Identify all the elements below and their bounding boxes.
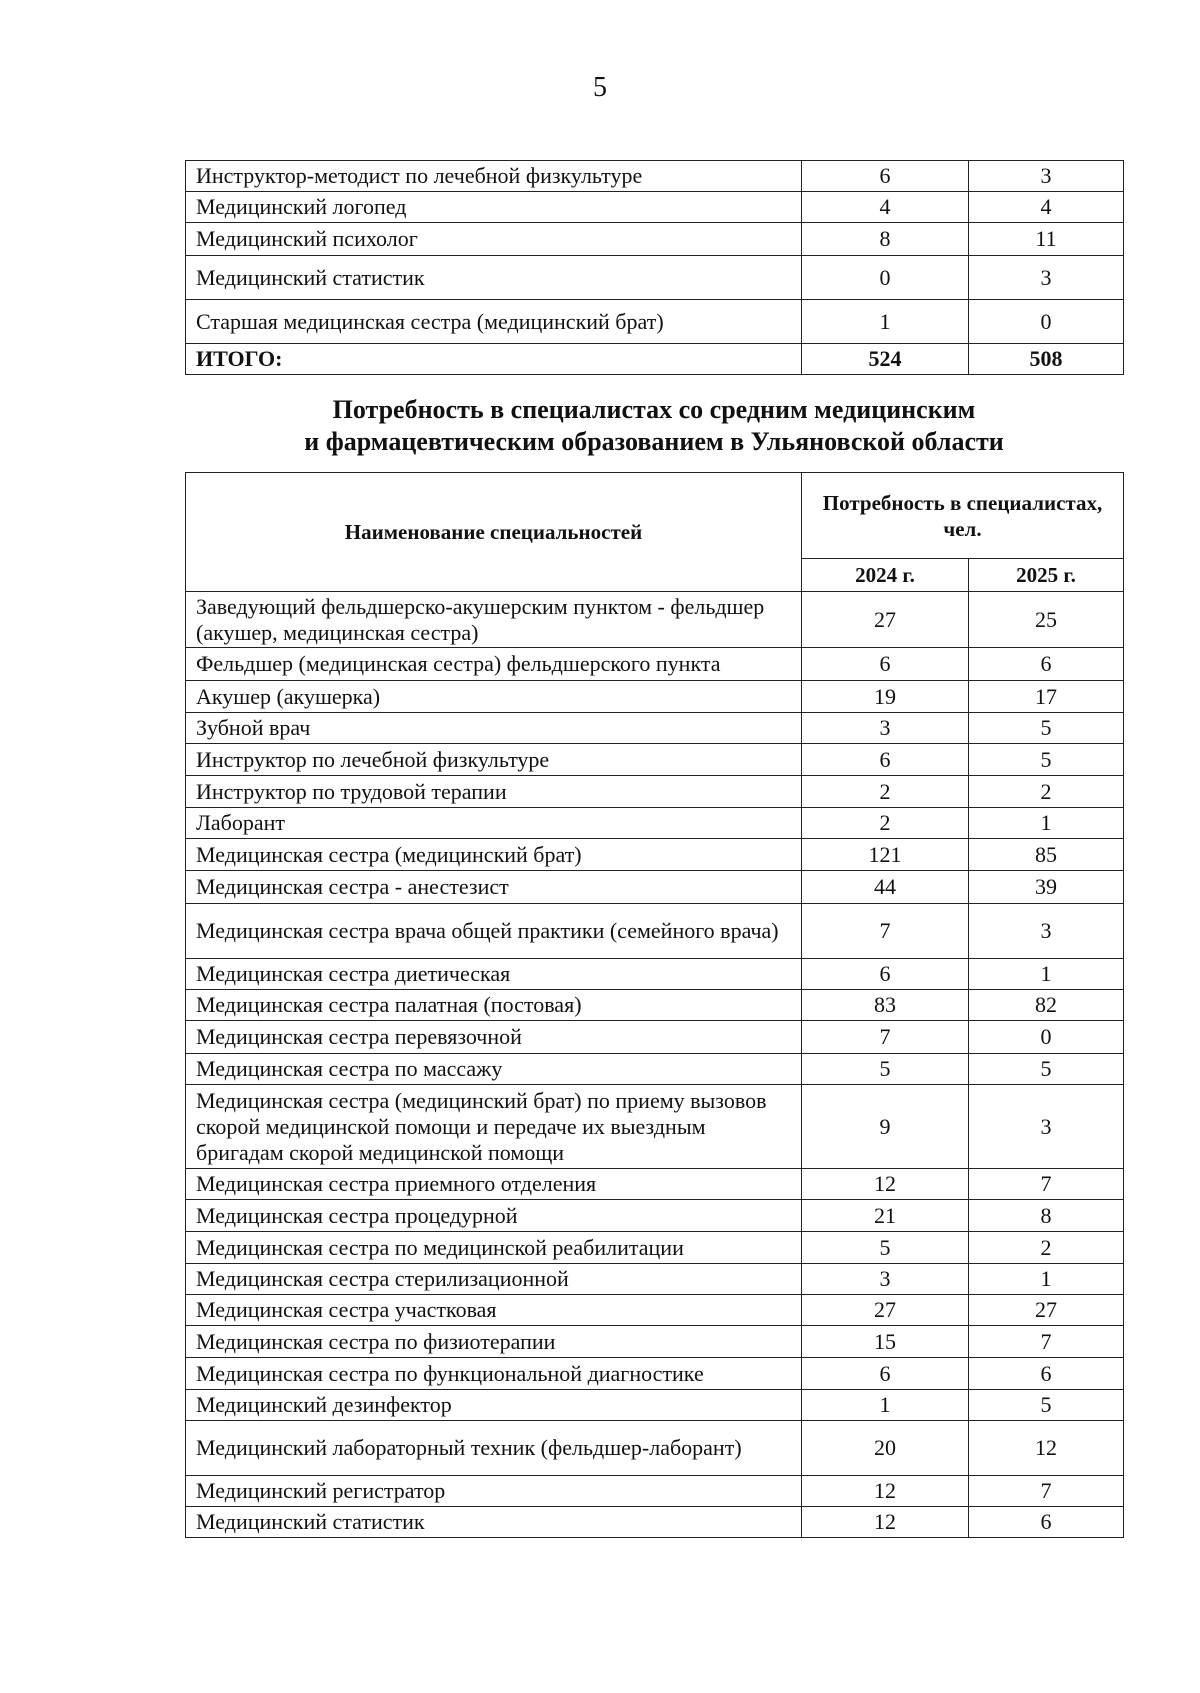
specialty-name: Инструктор по лечебной физкультуре (186, 744, 802, 776)
total-2025: 508 (969, 344, 1124, 375)
specialty-name: Медицинская сестра (медицинский брат) по приему вызовов скорой медицинской помощи и передаче их выездным бригадам скорой медицинской помощи (186, 1085, 802, 1169)
table-row (186, 990, 1124, 1021)
need-2025: 7 (969, 1326, 1124, 1358)
table-row (186, 744, 1124, 776)
table-row (186, 256, 1124, 300)
staff-table-continued (185, 160, 1124, 375)
need-2025: 6 (969, 648, 1124, 681)
need-2025: 3 (969, 904, 1124, 959)
need-2025: 85 (969, 839, 1124, 871)
need-2025: 27 (969, 1295, 1124, 1326)
table-row (186, 839, 1124, 871)
need-2024: 2 (802, 776, 969, 808)
need-2024: 7 (802, 1021, 969, 1054)
specialty-name: Медицинский статистик (186, 256, 802, 300)
table-row (186, 648, 1124, 681)
need-2024: 3 (802, 713, 969, 744)
need-2025: 1 (969, 959, 1124, 990)
need-2025: 6 (969, 1507, 1124, 1538)
need-2024: 19 (802, 681, 969, 713)
need-2024: 20 (802, 1421, 969, 1476)
need-2024: 6 (802, 161, 969, 192)
need-2025: 2 (969, 776, 1124, 808)
header-year-2024: 2024 г. (802, 559, 969, 592)
specialty-name: Медицинский лабораторный техник (фельдшер-лаборант) (186, 1421, 802, 1476)
need-2025: 0 (969, 1021, 1124, 1054)
section-title-line-1: Потребность в специалистах со средним медицинским (332, 395, 976, 424)
specialty-name: Медицинская сестра - анестезист (186, 871, 802, 904)
need-2025: 11 (969, 223, 1124, 256)
need-2025: 1 (969, 1264, 1124, 1295)
section-title-line-2: и фармацевтическим образованием в Ульяновской области (304, 427, 1004, 456)
need-2024: 2 (802, 808, 969, 839)
need-2025: 17 (969, 681, 1124, 713)
specialty-name: Медицинская сестра участковая (186, 1295, 802, 1326)
need-2025: 3 (969, 1085, 1124, 1169)
specialty-name: Инструктор-методист по лечебной физкультуре (186, 161, 802, 192)
need-2024: 83 (802, 990, 969, 1021)
total-row (186, 344, 1124, 375)
need-2024: 44 (802, 871, 969, 904)
specialty-name: Медицинская сестра по медицинской реабилитации (186, 1232, 802, 1264)
table-row (186, 959, 1124, 990)
total-2024: 524 (802, 344, 969, 375)
need-2025: 82 (969, 990, 1124, 1021)
need-2024: 6 (802, 1358, 969, 1390)
specialty-name: Акушер (акушерка) (186, 681, 802, 713)
specialists-need-table (185, 472, 1124, 1538)
need-2025: 1 (969, 808, 1124, 839)
table-row (186, 808, 1124, 839)
need-2024: 6 (802, 648, 969, 681)
need-2024: 12 (802, 1169, 969, 1200)
header-specialty-name: Наименование специальностей (186, 473, 802, 592)
table-row (186, 681, 1124, 713)
need-2024: 1 (802, 300, 969, 344)
need-2024: 6 (802, 959, 969, 990)
table-row (186, 161, 1124, 192)
need-2024: 121 (802, 839, 969, 871)
specialty-name: Заведующий фельдшерско-акушерским пунктом - фельдшер (акушер, медицинская сестра) (186, 592, 802, 648)
need-2024: 21 (802, 1200, 969, 1232)
table-row (186, 1021, 1124, 1054)
need-2025: 8 (969, 1200, 1124, 1232)
header-year-2025: 2025 г. (969, 559, 1124, 592)
specialty-name: Лаборант (186, 808, 802, 839)
specialty-name: Медицинская сестра приемного отделения (186, 1169, 802, 1200)
need-2024: 5 (802, 1054, 969, 1085)
table-row (186, 1476, 1124, 1507)
need-2025: 5 (969, 1054, 1124, 1085)
specialty-name: Медицинская сестра (медицинский брат) (186, 839, 802, 871)
need-2025: 7 (969, 1476, 1124, 1507)
need-2024: 4 (802, 192, 969, 223)
table-row (186, 904, 1124, 959)
need-2024: 0 (802, 256, 969, 300)
need-2024: 9 (802, 1085, 969, 1169)
specialty-name: Медицинская сестра стерилизационной (186, 1264, 802, 1295)
table-row (186, 1264, 1124, 1295)
need-2025: 5 (969, 744, 1124, 776)
page-number: 5 (593, 72, 607, 103)
need-2024: 15 (802, 1326, 969, 1358)
table-row (186, 192, 1124, 223)
need-2024: 7 (802, 904, 969, 959)
table-row (186, 1326, 1124, 1358)
need-2025: 25 (969, 592, 1124, 648)
specialty-name: Медицинский дезинфектор (186, 1390, 802, 1421)
need-2024: 8 (802, 223, 969, 256)
table-row (186, 1169, 1124, 1200)
table-row (186, 223, 1124, 256)
table-row (186, 776, 1124, 808)
need-2024: 27 (802, 592, 969, 648)
need-2024: 5 (802, 1232, 969, 1264)
need-2025: 5 (969, 1390, 1124, 1421)
section-title (185, 394, 1123, 458)
specialty-name: Медицинский психолог (186, 223, 802, 256)
table-row (186, 1421, 1124, 1476)
specialty-name: Медицинская сестра перевязочной (186, 1021, 802, 1054)
specialty-name: Медицинская сестра процедурной (186, 1200, 802, 1232)
specialty-name: Старшая медицинская сестра (медицинский брат) (186, 300, 802, 344)
specialty-name: Медицинская сестра по физиотерапии (186, 1326, 802, 1358)
need-2024: 6 (802, 744, 969, 776)
need-2024: 3 (802, 1264, 969, 1295)
table-row (186, 1390, 1124, 1421)
specialty-name: Инструктор по трудовой терапии (186, 776, 802, 808)
specialty-name: Фельдшер (медицинская сестра) фельдшерского пункта (186, 648, 802, 681)
need-2025: 3 (969, 256, 1124, 300)
need-2025: 5 (969, 713, 1124, 744)
table-row (186, 871, 1124, 904)
need-2025: 3 (969, 161, 1124, 192)
total-label: ИТОГО: (186, 344, 802, 375)
table-row (186, 713, 1124, 744)
need-2024: 12 (802, 1476, 969, 1507)
need-2025: 39 (969, 871, 1124, 904)
specialty-name: Медицинский логопед (186, 192, 802, 223)
table-row (186, 1295, 1124, 1326)
table-row (186, 1085, 1124, 1169)
specialty-name: Медицинский регистратор (186, 1476, 802, 1507)
table-row (186, 300, 1124, 344)
header-need: Потребность в специалистах, чел. (802, 473, 1124, 559)
need-2024: 1 (802, 1390, 969, 1421)
specialty-name: Медицинская сестра палатная (постовая) (186, 990, 802, 1021)
specialty-name: Зубной врач (186, 713, 802, 744)
need-2025: 7 (969, 1169, 1124, 1200)
need-2024: 12 (802, 1507, 969, 1538)
specialty-name: Медицинская сестра врача общей практики (семейного врача) (186, 904, 802, 959)
specialty-name: Медицинская сестра по массажу (186, 1054, 802, 1085)
need-2025: 4 (969, 192, 1124, 223)
table-row (186, 1232, 1124, 1264)
need-2025: 6 (969, 1358, 1124, 1390)
specialty-name: Медицинская сестра диетическая (186, 959, 802, 990)
table-row (186, 1507, 1124, 1538)
table-header-row (186, 473, 1124, 559)
need-2025: 2 (969, 1232, 1124, 1264)
need-2025: 12 (969, 1421, 1124, 1476)
need-2024: 27 (802, 1295, 969, 1326)
specialty-name: Медицинский статистик (186, 1507, 802, 1538)
table-row (186, 592, 1124, 648)
table-row (186, 1358, 1124, 1390)
need-2025: 0 (969, 300, 1124, 344)
specialty-name: Медицинская сестра по функциональной диагностике (186, 1358, 802, 1390)
table-row (186, 1054, 1124, 1085)
table-row (186, 1200, 1124, 1232)
